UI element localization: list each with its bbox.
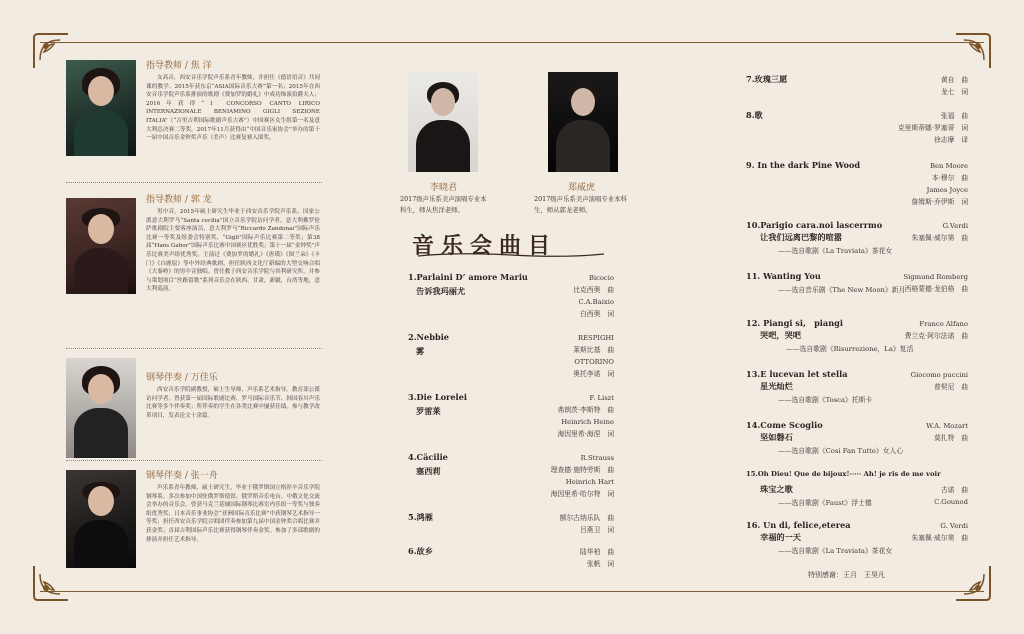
credit-line: Ben Moore <box>930 162 968 170</box>
piece-title-zh: 幸福的一天 <box>760 532 801 542</box>
piece-title: 2.Nebbie <box>408 332 450 342</box>
divider <box>66 182 322 183</box>
program-item <box>746 369 968 409</box>
teacher-card <box>66 468 320 572</box>
credit-line: 陆华柏 曲 <box>580 548 614 556</box>
credit-line: 克里斯蒂娜·罗塞蒂 词 <box>897 124 968 132</box>
teacher-photo <box>66 470 136 568</box>
teacher-photo <box>66 358 136 458</box>
teacher-bio: 女高音，西安音乐学院声乐系青年教师，并担任《德语语音》共同课的教学。2015年获东京“ASIA国际音乐大赛”第一名；2015年在西安音乐学院声乐系排演的歌剧《费加罗的婚礼》中成功饰演伯爵夫人；2016年获得“Ⅰ CONCORSO CANTO LIRICO INTERNAZIONALE BENIAMINO GIGLI SEZIONE ITALIA”（“吉里吉利国际歌剧声乐大赛”）中国赛区女生组第一名及意大利总决赛二等奖。2017年11月获得由“中国音乐家协会”举办的第十一届中国音乐金钟奖声乐（美声）比赛复赛入围奖。 <box>146 75 320 142</box>
piece-title: 1.Parlaini D’ amore Mariu <box>408 272 528 282</box>
credit-line: Giocomo puccini <box>910 371 968 379</box>
piece-source: ——选自歌剧《Tosca》托斯卡 <box>778 396 873 404</box>
teacher-card <box>66 192 320 342</box>
program-item <box>746 520 968 560</box>
credit-line: RESPIGHI <box>577 334 614 342</box>
credit-line: C.A.Baixio <box>578 298 614 306</box>
teacher-card <box>66 58 320 170</box>
piece-title: 11. Wanting You <box>746 271 821 281</box>
piece-title: 14.Come Scoglio <box>746 420 823 430</box>
teacher-photo <box>66 60 136 156</box>
piece-title: 7.玫瑰三愿 <box>746 74 788 84</box>
teacher-role: 钢琴伴奏 / 万佳乐 <box>146 373 218 383</box>
program-item <box>408 546 614 574</box>
piece-title: 3.Die Lorelei <box>408 392 467 402</box>
credit-line: 理查德·施特劳斯 曲 <box>550 466 614 474</box>
divider <box>66 348 322 349</box>
program-item <box>408 272 614 324</box>
credit-line: 徐志摩 译 <box>934 136 968 144</box>
credit-line: 海因里希·哈尔特 词 <box>550 490 614 498</box>
credit-line: 额尔古纳乐队 曲 <box>559 514 614 522</box>
piece-title-zh: 星光灿烂 <box>760 381 793 391</box>
program-item <box>408 452 614 504</box>
credit-line: G.Verdi <box>942 222 968 230</box>
piece-title-zh: 告诉我玛丽尤 <box>416 286 466 296</box>
special-thanks: 特别感谢：王月 王昊凡 <box>808 571 885 579</box>
swirl-ornament-icon <box>416 251 606 259</box>
program-item <box>746 318 968 358</box>
credit-line: 海因里希·海涅 词 <box>557 430 614 438</box>
teacher-role: 钢琴伴奏 / 张一舟 <box>146 471 218 481</box>
piece-title-zh: 塞西莉 <box>416 466 441 476</box>
credit-line: 朱塞佩·威尔第 曲 <box>911 534 968 542</box>
piece-title: 5.鸿雁 <box>408 512 433 522</box>
credit-line: 奥托李诺 词 <box>573 370 614 378</box>
credit-line: 詹姆斯·乔伊斯 词 <box>911 198 968 206</box>
program-item <box>408 512 614 540</box>
piece-source: ——选自歌剧《La Traviata》茶花女 <box>778 547 893 555</box>
piece-title-zh: 哭吧，哭吧 <box>760 330 801 340</box>
piece-title: 12. Piangi si, piangi <box>746 318 843 328</box>
credit-line: 张帆 词 <box>586 560 614 568</box>
program-item <box>408 392 614 444</box>
corner-ornament-icon <box>952 30 994 72</box>
program-item <box>746 110 968 148</box>
credit-line: 比克西奥 曲 <box>573 286 614 294</box>
credit-line: OTTORINO <box>574 358 614 366</box>
teacher-bio: 声乐系青年教师，硕士研究生，毕业于俄罗斯国立格涅辛音乐学院钢琴系。多次参加中国驻俄罗斯使馆、俄罗斯音乐电台、中俄文化交流会举办的音乐会。曾获马克兰基辅国际钢琴比赛室内乐组一等奖与独奏组优秀奖；日本音乐事业协会“亚洲国际音乐比赛”中获钢琴艺术指导一等奖；担任西安音乐学院合唱团伴奏参加第九届中国金钟奖合唱比赛并获金奖；首届吉利国际声乐比赛获得钢琴伴奏金奖。参加了多部歌剧的排演并担任艺术指导。 <box>146 485 320 543</box>
program-item <box>746 420 968 460</box>
credit-line: 西格蒙德·龙伯格 曲 <box>904 285 968 293</box>
credit-line: W.A. Mozart <box>926 422 968 430</box>
teacher-photo <box>66 198 136 294</box>
student-desc: 2017级声乐系美声演唱专业本科 <box>534 195 627 203</box>
divider <box>66 460 322 461</box>
credit-line: F. Liszt <box>589 394 614 402</box>
credit-line: Bicocio <box>588 274 614 282</box>
credit-line: 普契尼 曲 <box>934 383 968 391</box>
piece-title: 9. In the dark Pine Wood <box>746 160 861 170</box>
teacher-card <box>66 370 320 460</box>
piece-title: 13.E lucevan let stella <box>746 369 848 379</box>
piece-title-zh: 让我们远离巴黎的喧嚣 <box>760 232 842 242</box>
piece-source: ——选自歌剧《Risurrezione，La》复活 <box>786 345 914 353</box>
piece-title: 16. Un di, felice,eterea <box>746 520 851 530</box>
credit-line: R.Strauss <box>580 454 614 462</box>
corner-ornament-icon <box>952 562 994 604</box>
credit-line: 张福 曲 <box>940 112 968 120</box>
student-desc: 科生，师从焦洋老师。 <box>400 206 464 214</box>
program-item <box>408 332 614 384</box>
piece-title-zh: 罗雷莱 <box>416 406 441 416</box>
program-item <box>746 220 968 260</box>
credit-line: 黄自 曲 <box>940 76 968 84</box>
student-name: 李晓君 <box>430 183 458 193</box>
credit-line: 本·穆尔 曲 <box>931 174 968 182</box>
piece-source: ——选自歌剧《Cosi Fan Tutte》女人心 <box>778 447 904 455</box>
student-name: 郑威虎 <box>568 183 596 193</box>
credit-line: 费兰克·阿尔法诺 曲 <box>904 332 968 340</box>
piece-title-zh: 雾 <box>416 346 425 356</box>
piece-title: 15.Oh Dieu! Que de bijoux!····· Ah! je ris de me voir <box>746 470 941 478</box>
teacher-bio: 西安音乐学院副教授，硕士生导师，声乐系艺术指导。教育部公派访问学者。曾获第一届国际歌剧比赛、罗马国际音乐节、韩国春川声乐比赛等多个伴奏奖；所伴奏的学生在各类比赛中屡获佳绩。参与教学改革项目，发表论文十余篇。 <box>146 387 320 419</box>
program-title-text: 音乐会曲目 <box>412 234 558 259</box>
credit-line: Sigmund Romberg <box>903 273 968 281</box>
credit-line: C.Gounod <box>934 498 968 506</box>
piece-title: 6.故乡 <box>408 546 433 556</box>
credit-line: 古诺 曲 <box>940 486 968 494</box>
student-photo <box>548 72 618 172</box>
credit-line: 莱斯比基 曲 <box>573 346 614 354</box>
credit-line: 白西奥 词 <box>580 310 614 318</box>
program-title <box>412 229 612 260</box>
program-item <box>746 74 968 100</box>
piece-source: ——选自歌剧《La Traviata》茶花女 <box>778 247 893 255</box>
piece-title: 4.Cäcilie <box>408 452 448 462</box>
program-item <box>746 160 968 210</box>
program-item <box>746 470 968 510</box>
credit-line: 吕燕卫 词 <box>580 526 614 534</box>
credit-line: Heinrich Heine <box>561 418 614 426</box>
piece-title: 8.歌 <box>746 110 763 120</box>
program-item <box>746 271 968 307</box>
piece-title-zh: 珠宝之歌 <box>760 484 793 494</box>
credit-line: 朱塞佩·威尔第 曲 <box>911 234 968 242</box>
credit-line: G. Verdi <box>940 522 968 530</box>
student-desc: 2017级声乐系美声演唱专业本 <box>400 195 487 203</box>
credit-line: James Joyce <box>926 186 968 194</box>
piece-title-zh: 坚如磐石 <box>760 432 793 442</box>
teacher-role: 指导教师 / 焦 洋 <box>146 61 212 71</box>
student-photo <box>408 72 478 172</box>
credit-line: Heinrich Hart <box>565 478 614 486</box>
teacher-role: 指导教师 / 郭 龙 <box>146 195 212 205</box>
student-desc: 生，师从郭龙老师。 <box>534 206 592 214</box>
piece-source: ——选自歌剧《Faust》浮士德 <box>778 499 872 507</box>
piece-source: ——选自音乐剧《The New Moon》新月 <box>778 286 906 294</box>
credit-line: 莫扎特 曲 <box>934 434 968 442</box>
credit-line: 龙七 词 <box>940 88 968 96</box>
piece-title: 10.Parigio cara.noi lascerrmo <box>746 220 883 230</box>
credit-line: Franco Alfano <box>919 320 968 328</box>
credit-line: 弗朗茨·李斯特 曲 <box>557 406 614 414</box>
teacher-bio: 男中音，2015年硕士研究生毕业于西安音乐学院声乐系，国家公派意大利罗马“Santa cecilia”国立音乐学院访问学者，意大利佛罗伦萨歌剧院主要客座演员，意大利罗马“Riccardo Zandonai”国际声乐比赛一等奖及组委会特别奖，“Gigli”国际声乐比赛第二等奖；第38届“Hans Gabor”国际声乐比赛中国赛区优胜奖；第十一届“金钟奖”声乐比赛美声组优秀奖。主演过《费加罗的婚礼》《唐璜》《图兰朵》《卡门》《白鹿原》等中外经典歌剧，担任陕西文化厅新编的大型交响合唱《大秦岭》的男中音独唱。曾任教于西安音乐学院与其利研究所，并参与策划项目“丝路留歌”系列音乐会在陕西，甘肃，新疆，台湾等地，意大利巡演。 <box>146 209 320 293</box>
